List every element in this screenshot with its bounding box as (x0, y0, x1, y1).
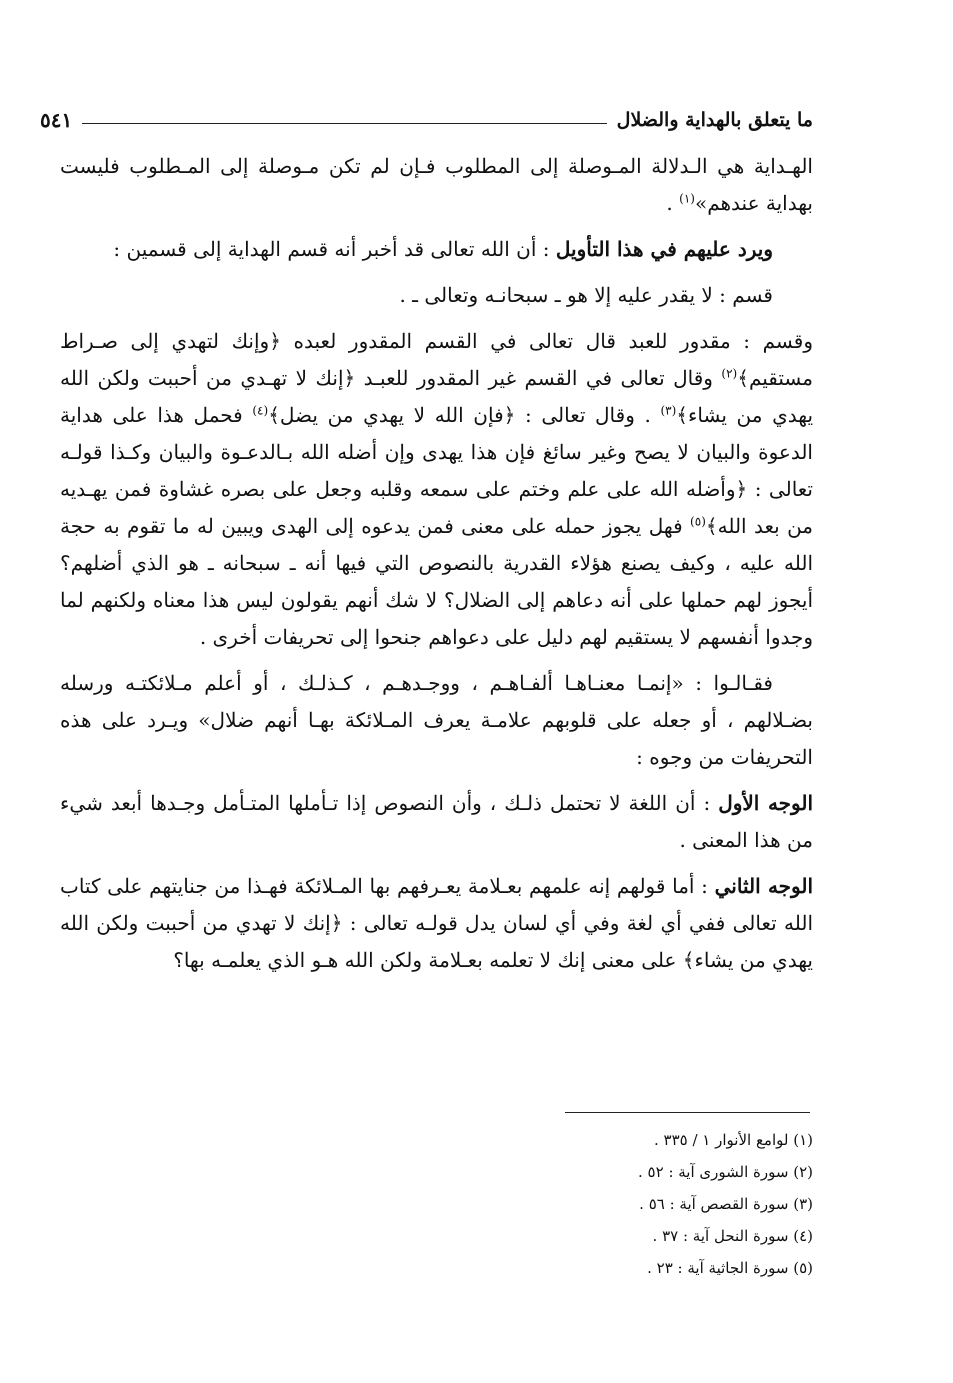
paragraph (60, 868, 813, 979)
paragraph (60, 231, 813, 268)
footnote-ref: (١) (679, 191, 695, 206)
footnote-ref: (٥) (690, 514, 706, 529)
paragraph (60, 277, 813, 314)
paragraph-text: وقسم : مقدور للعبد قال تعالى في القسم المقدور لعبده ﴿وإنك لتهدي إلى صـراط مستقيم﴾ (60, 329, 813, 390)
footnote: (٤) سورة النحل آية : ٣٧ . (652, 1227, 813, 1245)
paragraph-text: الهـداية هي الـدلالة المـوصلة إلى المطلوب فـإن لم تكن مـوصلة إلى المـطلوب فليست بهداية عندهم» (60, 154, 813, 215)
paragraph-text: . وقال تعالى : ﴿فإن الله لا يهدي من يضل﴾ (268, 403, 661, 427)
body-text (60, 148, 813, 988)
footnote: (٥) سورة الجاثية آية : ٢٣ . (647, 1259, 813, 1277)
header-title: ما يتعلق بالهداية والضلال (616, 109, 813, 131)
footnote: (١) لوامع الأنوار ١ / ٣٣٥ . (653, 1131, 813, 1149)
paragraph-text: فقـالـوا : «إنمـا معنـاهـا ألفـاهـم ، ووجـدهـم ، كـذلـك ، أو أعلم مـلائكتـه ورسله بضـلالهم ، أو جعله على قلوبهم علامـة يعرف المـلائكة بهـا أنهم ضلال» ويـرد على هذه التحريفات من وجوه : (60, 671, 813, 769)
running-header (40, 102, 813, 138)
paragraph (60, 785, 813, 859)
paragraph (60, 323, 813, 656)
paragraph (60, 665, 813, 776)
paragraph-lead: الوجه الأول (718, 791, 814, 815)
paragraph-continuation (60, 148, 813, 222)
paragraph-lead: ويرد عليهم في هذا التأويل (555, 237, 773, 261)
paragraph-text: : أن الله تعالى قد أخبر أنه قسم الهداية إلى قسمين : (113, 237, 556, 261)
footnote: (٢) سورة الشورى آية : ٥٢ . (638, 1163, 813, 1181)
footnote-ref: (٤) (252, 403, 269, 418)
footnote: (٣) سورة القصص آية : ٥٦ . (639, 1195, 813, 1213)
paragraph-text: وقال تعالى في القسم غير المقدور للعبـد ﴿إنك لا تهـدي من أحببت ولكن الله يهدي من يشاء﴾ (60, 366, 814, 427)
paragraph-text: قسم : لا يقدر عليه إلا هو ـ سبحانـه وتعالى ـ . (399, 283, 773, 307)
paragraph-text: فهل يجوز حمله على معنى فمن يدعوه إلى الهدى ويبين له ما تقوم به حجة الله عليه ، وكيف يصنع هؤلاء القدرية بالنصوص التي فيها أنه ـ سبحانه ـ هو الذي أضلهم؟ أيجوز لهم حملها على أنه دعاهم إلى الضلال؟ لا شك أنهم يقولون ليس هذا معناه ولكنهم لما وجدوا أنفسهم لا يستقيم لهم دليل على دعواهم جنحوا إلى تحريفات أخرى . (60, 514, 813, 649)
footnote-separator (565, 1112, 810, 1113)
footnote-ref: (٣) (660, 403, 677, 418)
paragraph-lead: الوجه الثاني (714, 874, 814, 898)
paragraph-text: : أن اللغة لا تحتمل ذلـك ، وأن النصوص إذا تـأملها المتـأمل وجـدها أبعد شيء من هذا المعنى . (60, 791, 813, 852)
page-number: ٥٤١ (40, 108, 73, 132)
footnote-ref: (٢) (721, 366, 738, 381)
paragraph-text: : أما قولهم إنه علمهم بعـلامة يعـرفهم بها المـلائكة فهـذا من جنايتهم على كتاب الله تعالى ففي أي لغة وفي أي لسان يدل قولـه تعالى : ﴿إنك لا تهدي من أحببت ولكن الله يهدي من يشاء﴾ على معنى إنك لا تعلمه بعـلامة ولكن الله هـو الذي يعلمـه بها؟ (60, 874, 813, 972)
paragraph-text: . (666, 191, 680, 215)
paragraph-text: فحمل هذا على هداية الدعوة والبيان لا يصح وغير سائغ فإن هذا يهدى وإن أضله الله بـالدعـوة والبيان وكـذا قولـه تعالى : ﴿وأضله الله على علم وختم على سمعه وقلبه وجعل على بصره غشاوة فمن يهـديه من بعد الله﴾ (60, 403, 814, 538)
header-rule (82, 123, 606, 124)
footnotes (413, 1124, 813, 1284)
